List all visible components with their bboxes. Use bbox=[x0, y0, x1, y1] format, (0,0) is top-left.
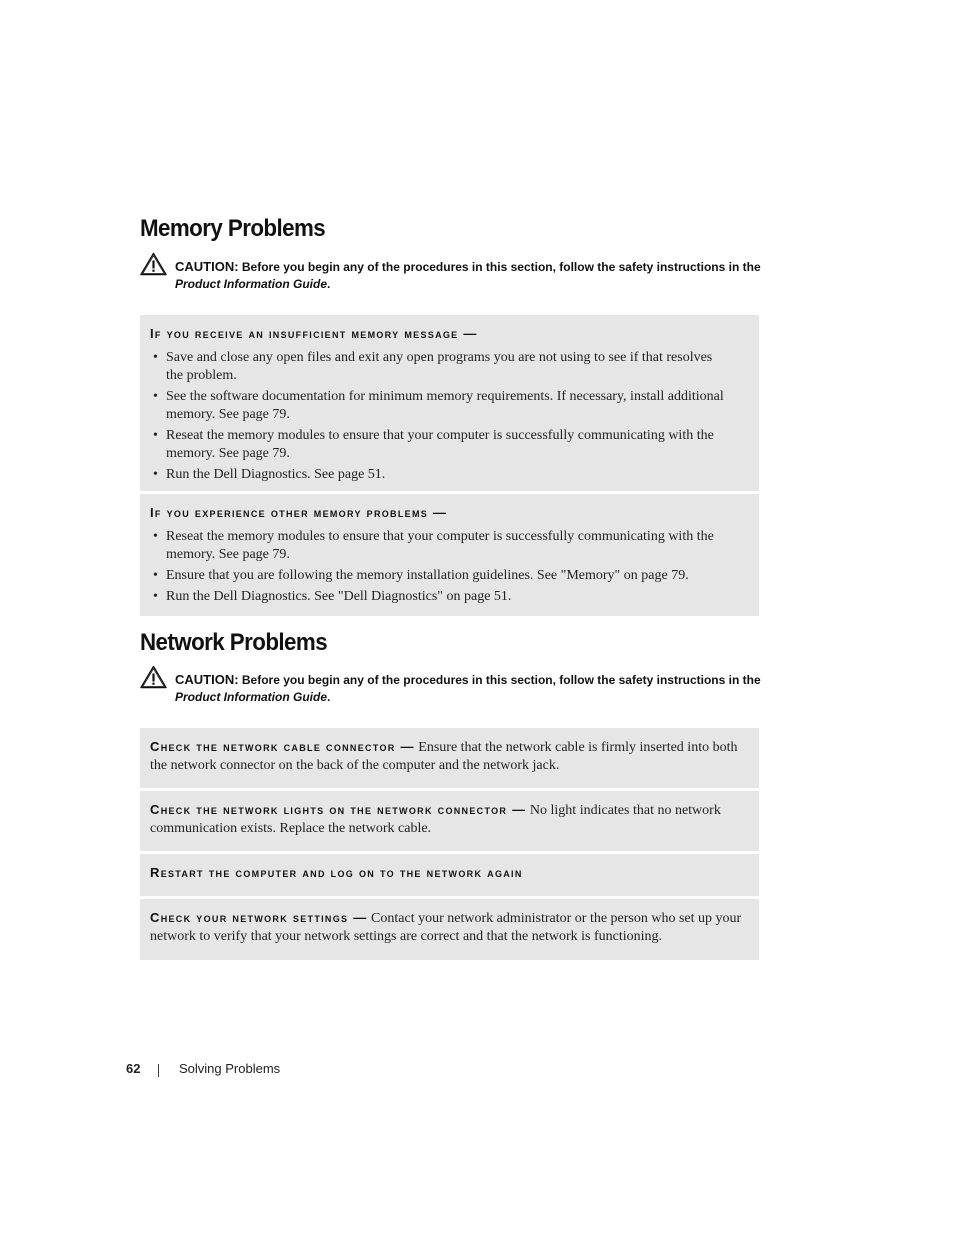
list-item bbox=[150, 349, 749, 385]
network-problems-heading: Network Problems bbox=[140, 629, 328, 656]
box-text: Ensure that the network cable is firmly inserted into both the network connector on the back of the computer and the network jack. bbox=[150, 740, 738, 773]
caution-end: . bbox=[327, 277, 331, 291]
caution-guide: Product Information Guide bbox=[175, 277, 327, 291]
network-cable-box bbox=[140, 728, 759, 788]
box-title: Restart the computer and log on to the network again bbox=[150, 865, 523, 880]
memory-problems-heading: Memory Problems bbox=[140, 215, 326, 242]
box-text: Contact your network administrator or the person who set up your network to verify that your network settings are correct and that the network is functioning. bbox=[150, 911, 742, 944]
network-settings-box bbox=[140, 899, 759, 960]
list-item-text: Run the Dell Diagnostics. See "Dell Diagnostics" on page 51. bbox=[166, 589, 512, 604]
caution-end: . bbox=[327, 690, 331, 704]
box-title: Check your network settings — bbox=[150, 910, 368, 925]
caution-text bbox=[175, 258, 770, 293]
bullet-list bbox=[150, 349, 749, 484]
bullet-icon: • bbox=[153, 589, 158, 604]
box-title: If you receive an insufficient memory message — bbox=[150, 326, 478, 341]
warning-triangle-icon bbox=[140, 252, 167, 276]
footer-section-title: Solving Problems bbox=[179, 1061, 281, 1076]
box-text: No light indicates that no network communication exists. Replace the network cable. bbox=[150, 803, 721, 836]
bullet-icon: • bbox=[153, 467, 158, 482]
bullet-list bbox=[150, 528, 749, 606]
network-caution bbox=[140, 671, 770, 706]
list-item-text: Run the Dell Diagnostics. See page 51. bbox=[166, 467, 386, 482]
list-item bbox=[150, 388, 749, 424]
bullet-icon: • bbox=[153, 389, 158, 404]
list-item-text: See the software documentation for minimum memory requirements. If necessary, install additional memory. See page 79. bbox=[166, 389, 724, 422]
page-footer bbox=[126, 1061, 281, 1076]
caution-body: Before you begin any of the procedures in this section, follow the safety instructions in the bbox=[241, 260, 761, 274]
list-item bbox=[150, 528, 749, 564]
bullet-icon: • bbox=[153, 529, 158, 544]
list-item-text: Save and close any open files and exit any open programs you are not using to see if that resolves the problem. bbox=[166, 350, 713, 383]
box-title: Check the network lights on the network connector — bbox=[150, 802, 527, 817]
box-title: If you experience other memory problems — bbox=[150, 505, 448, 520]
list-item-text: Reseat the memory modules to ensure that your computer is successfully communicating with the memory. See page 79. bbox=[166, 529, 714, 562]
restart-computer-box bbox=[140, 854, 759, 896]
caution-label: CAUTION: bbox=[175, 672, 239, 687]
bullet-icon: • bbox=[153, 350, 158, 365]
caution-label: CAUTION: bbox=[175, 259, 239, 274]
caution-guide: Product Information Guide bbox=[175, 690, 327, 704]
list-item bbox=[150, 588, 749, 606]
other-memory-problems-box bbox=[140, 494, 759, 616]
memory-caution bbox=[140, 258, 770, 293]
footer-divider bbox=[158, 1064, 159, 1077]
bullet-icon: • bbox=[153, 428, 158, 443]
bullet-icon: • bbox=[153, 568, 158, 583]
list-item-text: Ensure that you are following the memory installation guidelines. See "Memory" on page 79. bbox=[166, 568, 689, 583]
list-item bbox=[150, 427, 749, 463]
network-lights-box bbox=[140, 791, 759, 851]
warning-triangle-icon bbox=[140, 665, 167, 689]
list-item bbox=[150, 466, 749, 484]
list-item-text: Reseat the memory modules to ensure that your computer is successfully communicating with the memory. See page 79. bbox=[166, 428, 714, 461]
box-title: Check the network cable connector — bbox=[150, 739, 415, 754]
page-number: 62 bbox=[126, 1061, 141, 1076]
caution-text bbox=[175, 671, 770, 706]
caution-body: Before you begin any of the procedures in this section, follow the safety instructions in the bbox=[241, 673, 761, 687]
insufficient-memory-box bbox=[140, 315, 759, 491]
list-item bbox=[150, 567, 749, 585]
